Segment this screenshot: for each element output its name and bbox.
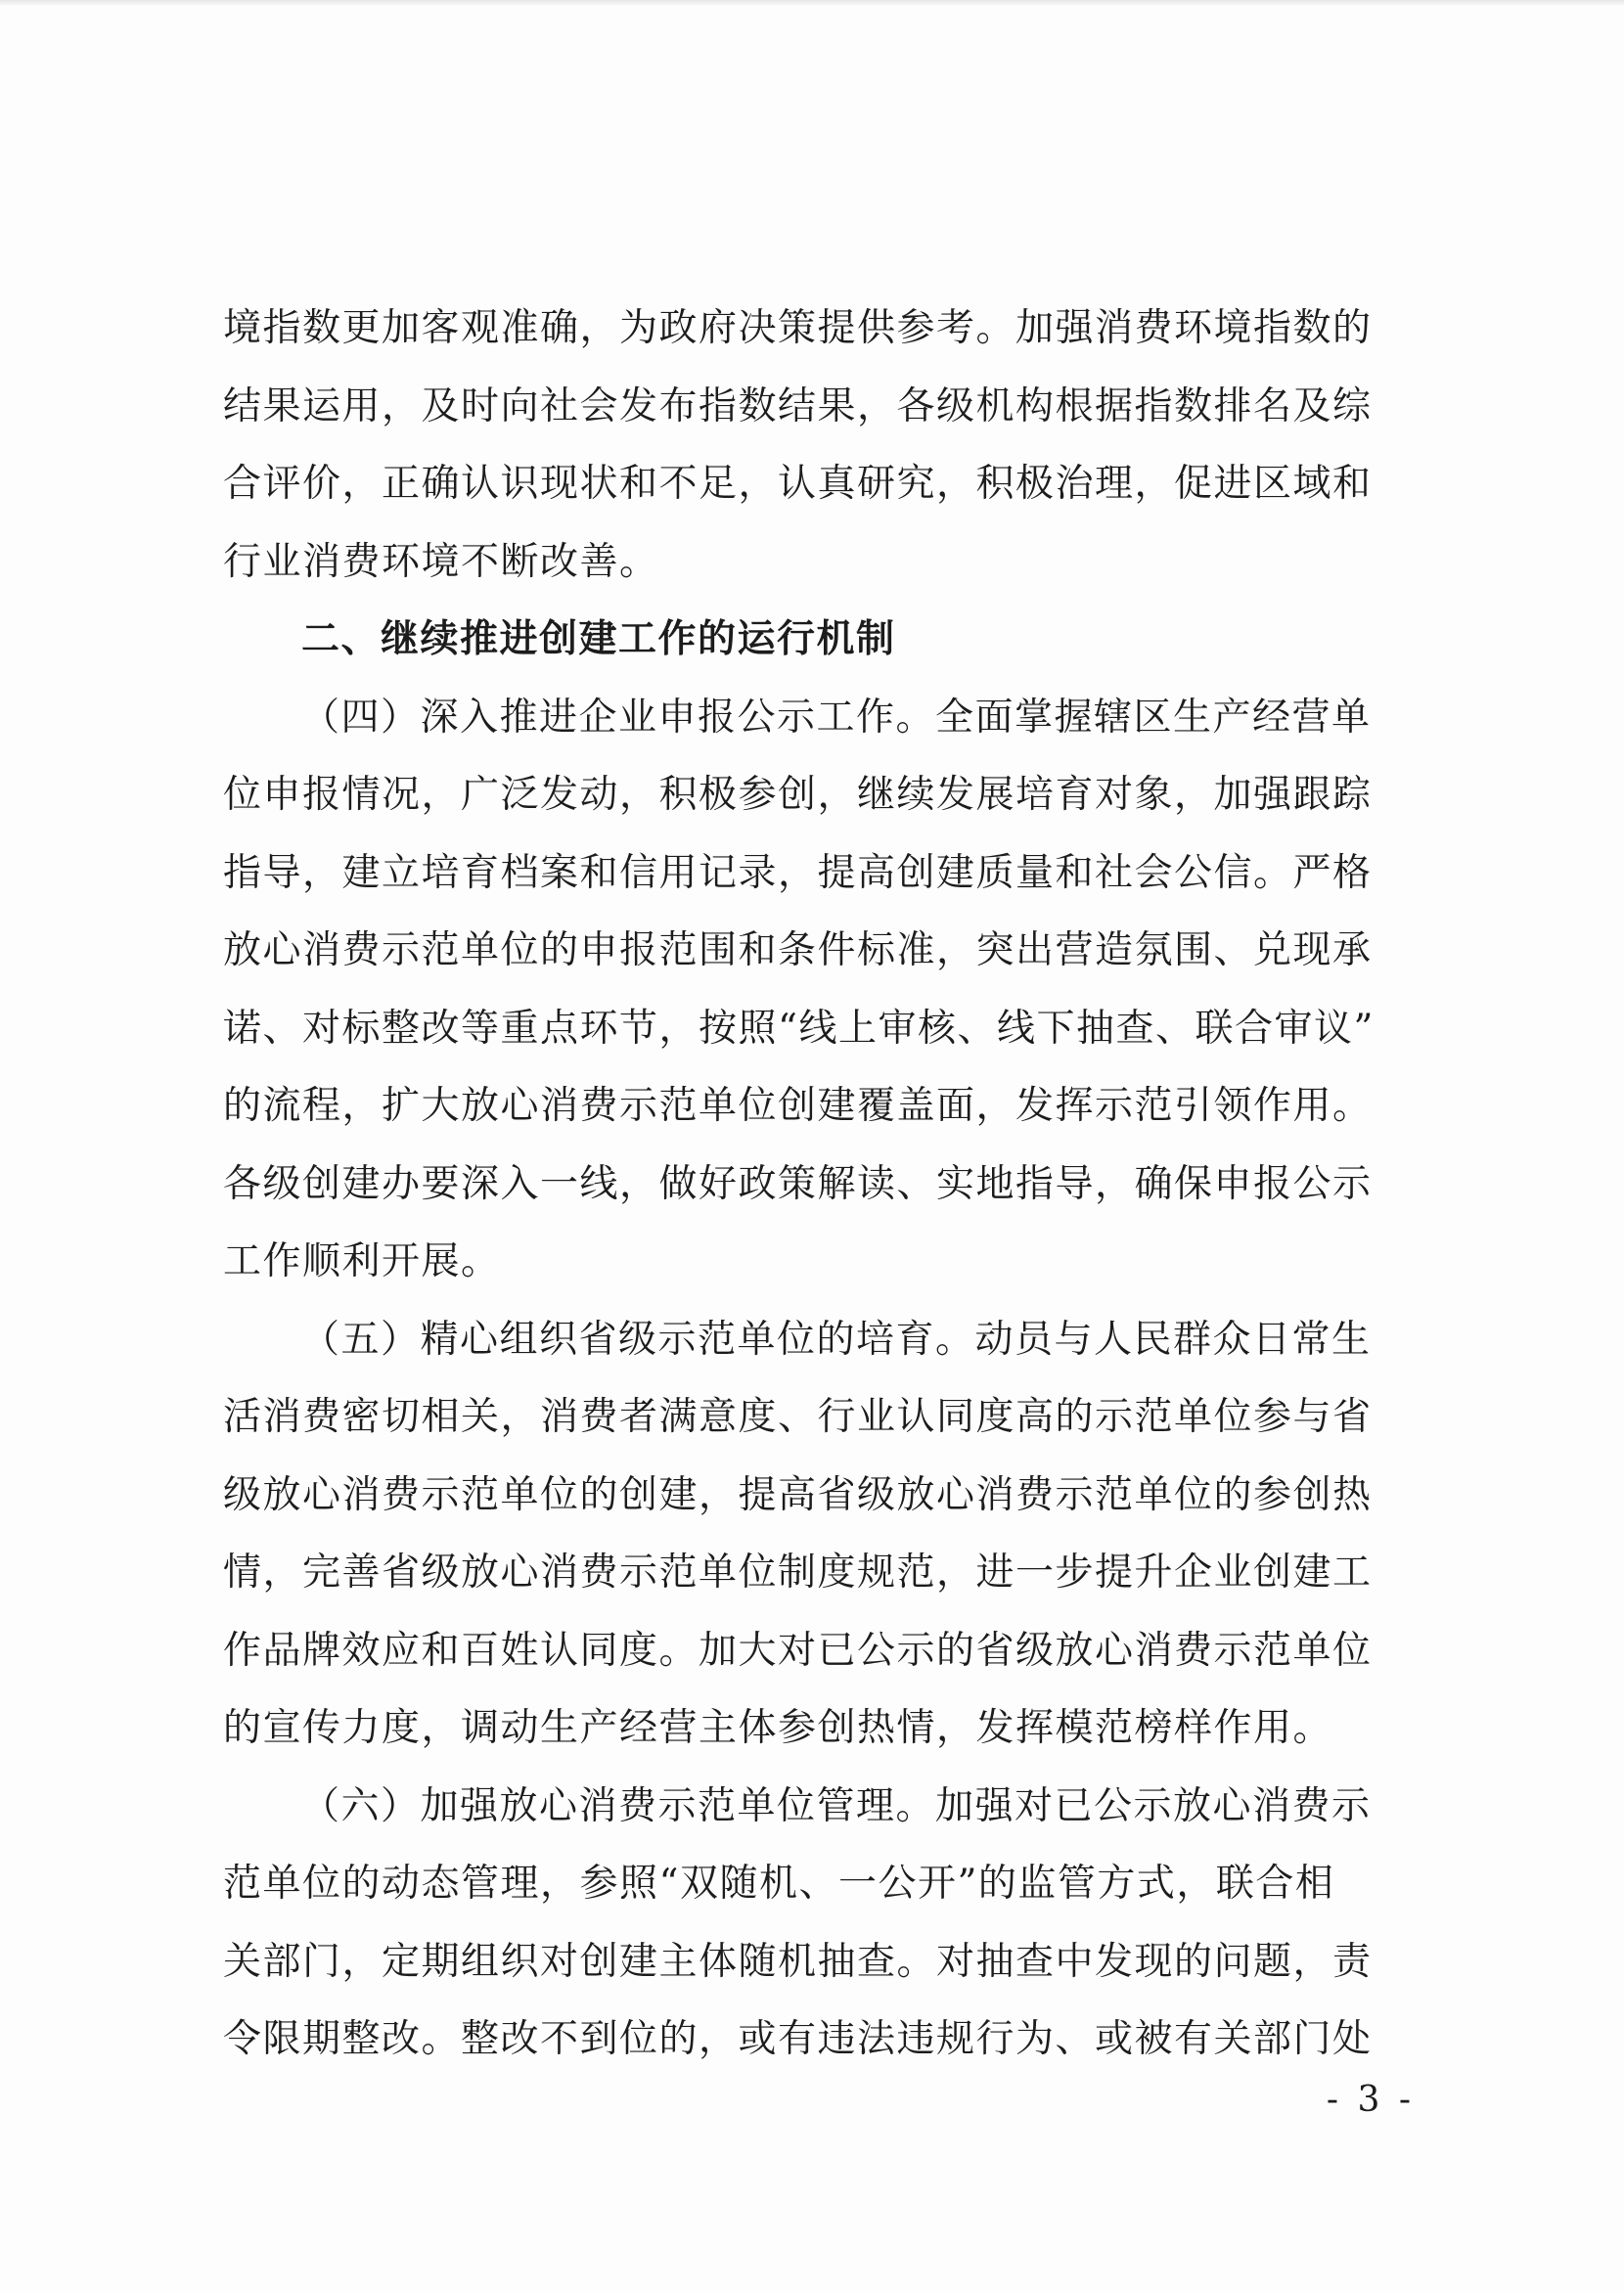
text-line: 行业消费环境不断改善。 <box>223 539 659 584</box>
paragraph-4 <box>223 679 1407 1301</box>
text-line: 作品牌效应和百姓认同度。加大对已公示的省级放心消费示范单位 <box>223 1628 1373 1673</box>
scan-top-edge <box>0 0 1624 6</box>
text-line: 境指数更加客观准确，为政府决策提供参考。加强消费环境指数的 <box>223 306 1373 350</box>
text-line: 位申报情况，广泛发动，积极参创，继续发展培育对象，加强跟踪 <box>223 773 1373 817</box>
paragraph-5 <box>223 1301 1407 1768</box>
text-line: （五）精心组织省级示范单位的培育。动员与人民群众日常生 <box>301 1317 1372 1362</box>
text-line: （六）加强放心消费示范单位管理。加强对已公示放心消费示 <box>301 1783 1372 1828</box>
document-body <box>223 290 1407 2079</box>
text-line: 关部门，定期组织对创建主体随机抽查。对抽查中发现的问题，责 <box>223 1939 1373 1984</box>
page-number: - 3 - <box>1326 2080 1415 2120</box>
section-heading: 二、继续推进创建工作的运行机制 <box>301 617 896 661</box>
text-line: 情，完善省级放心消费示范单位制度规范，进一步提升企业创建工 <box>223 1551 1373 1595</box>
text-line: 级放心消费示范单位的创建，提高省级放心消费示范单位的参创热 <box>223 1472 1373 1517</box>
text-line: 的流程，扩大放心消费示范单位创建覆盖面，发挥示范引领作用。 <box>223 1084 1373 1128</box>
text-line: 活消费密切相关，消费者满意度、行业认同度高的示范单位参与省 <box>223 1395 1373 1439</box>
text-line: 合评价，正确认识现状和不足，认真研究，积极治理，促进区域和 <box>223 462 1373 506</box>
text-line: 指导，建立培育档案和信用记录，提高创建质量和社会公信。严格 <box>223 850 1373 895</box>
paragraph-6 <box>223 1768 1407 2079</box>
text-line: 的宣传力度，调动生产经营主体参创热情，发挥模范榜样作用。 <box>223 1706 1333 1750</box>
text-line: 范单位的动态管理，参照“双随机、一公开”的监管方式，联合相 <box>223 1862 1335 1906</box>
text-line: 各级创建办要深入一线，做好政策解读、实地指导，确保申报公示 <box>223 1161 1373 1206</box>
text-line: 工作顺利开展。 <box>223 1239 501 1283</box>
paragraph-intro <box>223 290 1407 601</box>
text-line: 令限期整改。整改不到位的，或有违法违规行为、或被有关部门处 <box>223 2017 1373 2061</box>
text-line: （四）深入推进企业申报公示工作。全面掌握辖区生产经营单 <box>301 695 1372 740</box>
text-line: 结果运用，及时向社会发布指数结果，各级机构根据指数排名及综 <box>223 383 1373 428</box>
text-line: 诺、对标整改等重点环节，按照“线上审核、线下抽查、联合审议” <box>223 1006 1375 1051</box>
text-line: 放心消费示范单位的申报范围和条件标准，突出营造氛围、兑现承 <box>223 928 1373 972</box>
